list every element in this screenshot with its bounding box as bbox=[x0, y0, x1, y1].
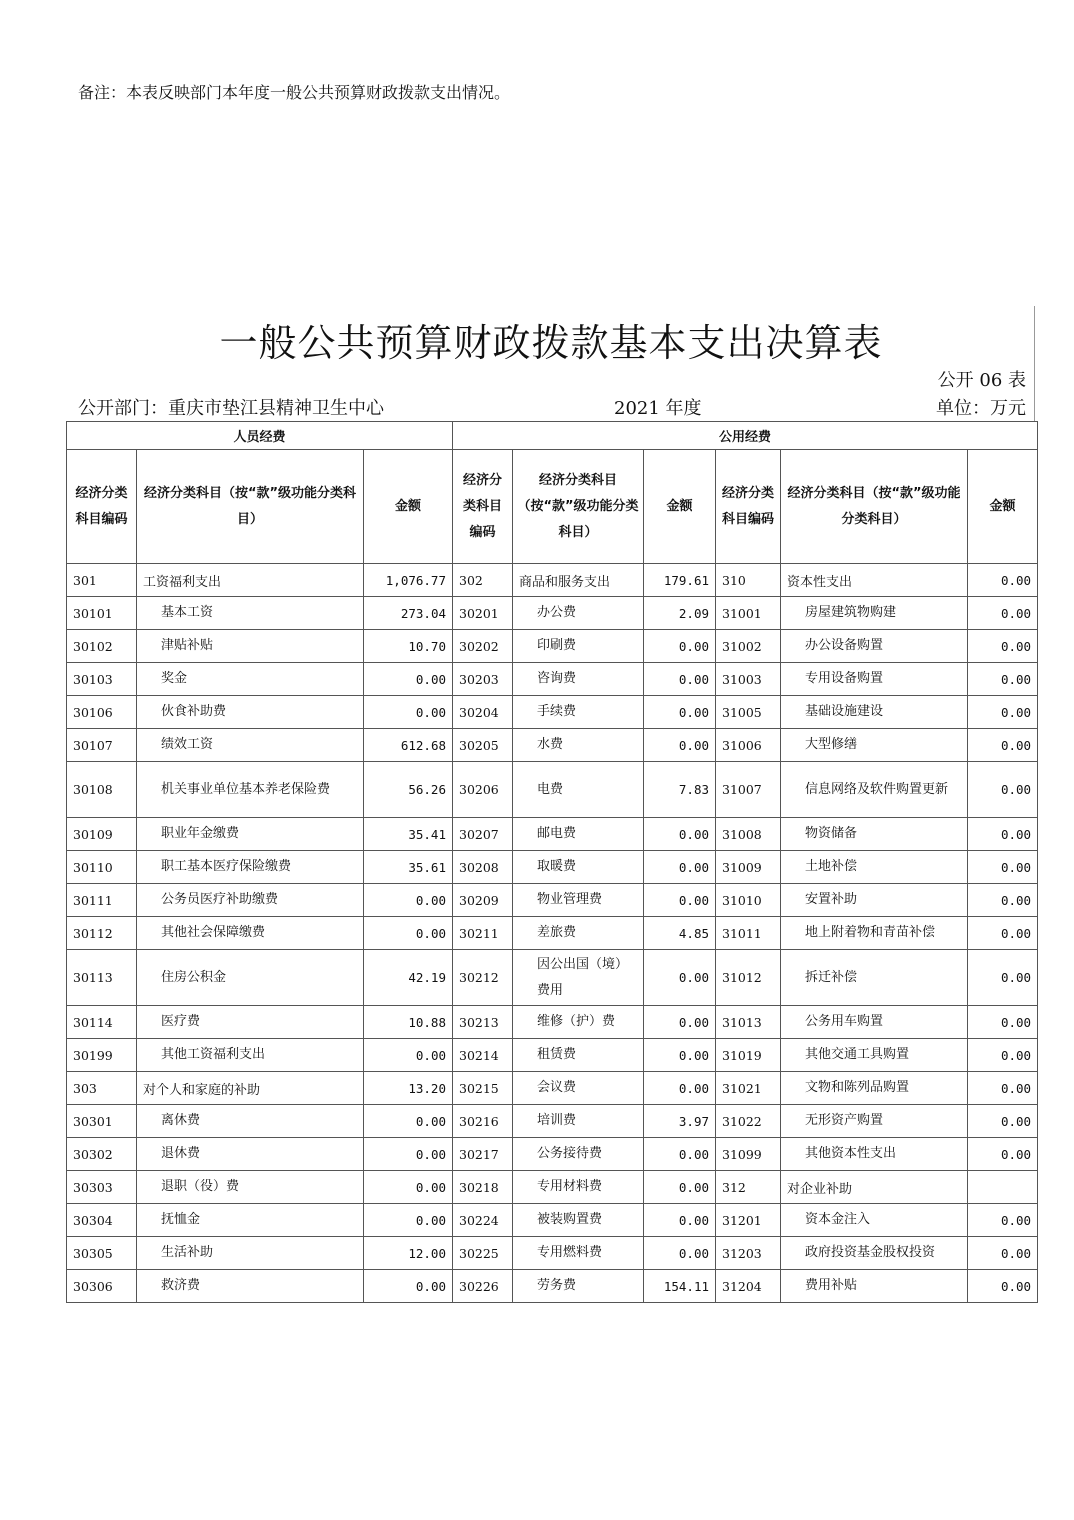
amount-cell-1: 13.20 bbox=[364, 1072, 453, 1105]
amount-cell-3: 0.00 bbox=[968, 884, 1038, 917]
code-cell-3: 31021 bbox=[716, 1072, 781, 1105]
group-header-row bbox=[67, 422, 1038, 450]
amount-cell-3: 0.00 bbox=[968, 950, 1038, 1006]
code-cell-2: 30225 bbox=[453, 1237, 513, 1270]
header-code-1: 经济分类科目编码 bbox=[67, 450, 137, 564]
code-cell-3: 31013 bbox=[716, 1006, 781, 1039]
name-cell-2: 办公费 bbox=[513, 597, 644, 630]
table-row bbox=[67, 884, 1038, 917]
amount-cell-2: 0.00 bbox=[644, 729, 716, 762]
code-cell-2: 30213 bbox=[453, 1006, 513, 1039]
code-cell-1: 30303 bbox=[67, 1171, 137, 1204]
name-cell-3: 政府投资基金股权投资 bbox=[781, 1237, 968, 1270]
header-name-2: 经济分类科目（按“款”级功能分类科目） bbox=[513, 450, 644, 564]
amount-cell-1: 0.00 bbox=[364, 1105, 453, 1138]
amount-cell-2: 0.00 bbox=[644, 1072, 716, 1105]
amount-cell-2: 0.00 bbox=[644, 1237, 716, 1270]
name-cell-3: 拆迁补偿 bbox=[781, 950, 968, 1006]
name-cell-2: 邮电费 bbox=[513, 818, 644, 851]
table-row bbox=[67, 1270, 1038, 1303]
code-cell-1: 30113 bbox=[67, 950, 137, 1006]
amount-cell-1: 0.00 bbox=[364, 696, 453, 729]
amount-cell-2: 179.61 bbox=[644, 564, 716, 597]
code-cell-2: 30207 bbox=[453, 818, 513, 851]
code-cell-1: 30304 bbox=[67, 1204, 137, 1237]
name-cell-3: 大型修缮 bbox=[781, 729, 968, 762]
code-cell-2: 30218 bbox=[453, 1171, 513, 1204]
name-cell-3: 物资储备 bbox=[781, 818, 968, 851]
amount-cell-3: 0.00 bbox=[968, 1237, 1038, 1270]
amount-cell-1: 56.26 bbox=[364, 762, 453, 818]
amount-cell-2: 0.00 bbox=[644, 950, 716, 1006]
code-cell-3: 31010 bbox=[716, 884, 781, 917]
name-cell-1: 职工基本医疗保险缴费 bbox=[137, 851, 364, 884]
amount-cell-3: 0.00 bbox=[968, 729, 1038, 762]
group-personnel: 人员经费 bbox=[67, 422, 453, 450]
amount-cell-1: 35.41 bbox=[364, 818, 453, 851]
header-amount-2: 金额 bbox=[644, 450, 716, 564]
name-cell-3: 其他交通工具购置 bbox=[781, 1039, 968, 1072]
table-row bbox=[67, 630, 1038, 663]
name-cell-2: 会议费 bbox=[513, 1072, 644, 1105]
amount-cell-3: 0.00 bbox=[968, 851, 1038, 884]
amount-cell-1: 0.00 bbox=[364, 663, 453, 696]
code-cell-1: 30106 bbox=[67, 696, 137, 729]
amount-cell-1: 0.00 bbox=[364, 1138, 453, 1171]
name-cell-3: 其他资本性支出 bbox=[781, 1138, 968, 1171]
name-cell-3: 费用补贴 bbox=[781, 1270, 968, 1303]
amount-cell-1: 0.00 bbox=[364, 1204, 453, 1237]
amount-cell-3: 0.00 bbox=[968, 663, 1038, 696]
name-cell-3: 安置补助 bbox=[781, 884, 968, 917]
header-name-1: 经济分类科目（按“款”级功能分类科目） bbox=[137, 450, 364, 564]
code-cell-3: 31007 bbox=[716, 762, 781, 818]
name-cell-2: 培训费 bbox=[513, 1105, 644, 1138]
amount-cell-3: 0.00 bbox=[968, 630, 1038, 663]
code-cell-1: 30110 bbox=[67, 851, 137, 884]
name-cell-3: 资本性支出 bbox=[781, 564, 968, 597]
table-row bbox=[67, 1072, 1038, 1105]
header-code-2: 经济分类科目编码 bbox=[453, 450, 513, 564]
code-cell-2: 30208 bbox=[453, 851, 513, 884]
name-cell-1: 其他工资福利支出 bbox=[137, 1039, 364, 1072]
header-amount-3: 金额 bbox=[968, 450, 1038, 564]
name-cell-1: 津贴补贴 bbox=[137, 630, 364, 663]
amount-cell-2: 0.00 bbox=[644, 1138, 716, 1171]
amount-cell-2: 2.09 bbox=[644, 597, 716, 630]
column-header-row bbox=[67, 450, 1038, 564]
code-cell-2: 30224 bbox=[453, 1204, 513, 1237]
amount-cell-1: 10.88 bbox=[364, 1006, 453, 1039]
name-cell-1: 绩效工资 bbox=[137, 729, 364, 762]
name-cell-1: 生活补助 bbox=[137, 1237, 364, 1270]
name-cell-2: 印刷费 bbox=[513, 630, 644, 663]
name-cell-2: 维修（护）费 bbox=[513, 1006, 644, 1039]
amount-cell-2: 0.00 bbox=[644, 630, 716, 663]
name-cell-3: 土地补偿 bbox=[781, 851, 968, 884]
code-cell-3: 31201 bbox=[716, 1204, 781, 1237]
amount-cell-3: 0.00 bbox=[968, 1105, 1038, 1138]
name-cell-2: 差旅费 bbox=[513, 917, 644, 950]
amount-cell-2: 0.00 bbox=[644, 696, 716, 729]
name-cell-1: 退休费 bbox=[137, 1138, 364, 1171]
name-cell-2: 商品和服务支出 bbox=[513, 564, 644, 597]
table-row bbox=[67, 564, 1038, 597]
amount-cell-3: 0.00 bbox=[968, 1270, 1038, 1303]
name-cell-1: 机关事业单位基本养老保险费 bbox=[137, 762, 364, 818]
code-cell-1: 30305 bbox=[67, 1237, 137, 1270]
amount-cell-2: 0.00 bbox=[644, 1039, 716, 1072]
code-cell-1: 30111 bbox=[67, 884, 137, 917]
code-cell-3: 312 bbox=[716, 1171, 781, 1204]
department-label: 公开部门：重庆市垫江县精神卫生中心 bbox=[78, 398, 384, 419]
table-row bbox=[67, 950, 1038, 1006]
table-row bbox=[67, 851, 1038, 884]
code-cell-1: 30306 bbox=[67, 1270, 137, 1303]
amount-cell-3: 0.00 bbox=[968, 1072, 1038, 1105]
code-cell-1: 30108 bbox=[67, 762, 137, 818]
name-cell-1: 住房公积金 bbox=[137, 950, 364, 1006]
name-cell-1: 伙食补助费 bbox=[137, 696, 364, 729]
name-cell-2: 电费 bbox=[513, 762, 644, 818]
header-name-3: 经济分类科目（按“款”级功能分类科目） bbox=[781, 450, 968, 564]
code-cell-3: 31012 bbox=[716, 950, 781, 1006]
page-title: 一般公共预算财政拨款基本支出决算表 bbox=[219, 321, 883, 365]
code-cell-1: 30199 bbox=[67, 1039, 137, 1072]
amount-cell-2: 154.11 bbox=[644, 1270, 716, 1303]
code-cell-2: 30201 bbox=[453, 597, 513, 630]
table-row bbox=[67, 762, 1038, 818]
name-cell-2: 咨询费 bbox=[513, 663, 644, 696]
code-cell-3: 31006 bbox=[716, 729, 781, 762]
name-cell-1: 对个人和家庭的补助 bbox=[137, 1072, 364, 1105]
name-cell-2: 被装购置费 bbox=[513, 1204, 644, 1237]
name-cell-2: 租赁费 bbox=[513, 1039, 644, 1072]
code-cell-1: 30301 bbox=[67, 1105, 137, 1138]
code-cell-1: 301 bbox=[67, 564, 137, 597]
amount-cell-2: 0.00 bbox=[644, 818, 716, 851]
code-cell-3: 31099 bbox=[716, 1138, 781, 1171]
code-cell-2: 30216 bbox=[453, 1105, 513, 1138]
name-cell-1: 救济费 bbox=[137, 1270, 364, 1303]
code-cell-3: 31011 bbox=[716, 917, 781, 950]
name-cell-1: 其他社会保障缴费 bbox=[137, 917, 364, 950]
amount-cell-3: 0.00 bbox=[968, 818, 1038, 851]
amount-cell-1: 273.04 bbox=[364, 597, 453, 630]
name-cell-1: 离休费 bbox=[137, 1105, 364, 1138]
table-row bbox=[67, 1237, 1038, 1270]
name-cell-1: 职业年金缴费 bbox=[137, 818, 364, 851]
amount-cell-1: 12.00 bbox=[364, 1237, 453, 1270]
amount-cell-1: 42.19 bbox=[364, 950, 453, 1006]
name-cell-2: 专用燃料费 bbox=[513, 1237, 644, 1270]
name-cell-3: 对企业补助 bbox=[781, 1171, 968, 1204]
name-cell-3: 基础设施建设 bbox=[781, 696, 968, 729]
amount-cell-1: 0.00 bbox=[364, 884, 453, 917]
amount-cell-2: 0.00 bbox=[644, 1204, 716, 1237]
code-cell-3: 31009 bbox=[716, 851, 781, 884]
code-cell-1: 30107 bbox=[67, 729, 137, 762]
expenditure-table bbox=[66, 421, 1038, 1303]
meta-line bbox=[78, 394, 1026, 420]
name-cell-1: 公务员医疗补助缴费 bbox=[137, 884, 364, 917]
header-code-3: 经济分类科目编码 bbox=[716, 450, 781, 564]
amount-cell-3 bbox=[968, 1171, 1038, 1204]
amount-cell-1: 0.00 bbox=[364, 917, 453, 950]
fiscal-year: 2021 年度 bbox=[614, 398, 702, 419]
name-cell-3: 文物和陈列品购置 bbox=[781, 1072, 968, 1105]
code-cell-2: 30209 bbox=[453, 884, 513, 917]
table-row bbox=[67, 917, 1038, 950]
code-cell-3: 31005 bbox=[716, 696, 781, 729]
amount-cell-3: 0.00 bbox=[968, 1138, 1038, 1171]
amount-cell-3: 0.00 bbox=[968, 917, 1038, 950]
code-cell-1: 30103 bbox=[67, 663, 137, 696]
code-cell-2: 30215 bbox=[453, 1072, 513, 1105]
name-cell-2: 劳务费 bbox=[513, 1270, 644, 1303]
unit-label: 单位：万元 bbox=[936, 398, 1026, 419]
code-cell-3: 31003 bbox=[716, 663, 781, 696]
amount-cell-2: 0.00 bbox=[644, 1006, 716, 1039]
amount-cell-3: 0.00 bbox=[968, 1204, 1038, 1237]
amount-cell-1: 0.00 bbox=[364, 1039, 453, 1072]
code-cell-2: 30226 bbox=[453, 1270, 513, 1303]
name-cell-3: 信息网络及软件购置更新 bbox=[781, 762, 968, 818]
code-cell-2: 30206 bbox=[453, 762, 513, 818]
amount-cell-2: 0.00 bbox=[644, 884, 716, 917]
name-cell-2: 公务接待费 bbox=[513, 1138, 644, 1171]
table-row bbox=[67, 1204, 1038, 1237]
table-row bbox=[67, 1171, 1038, 1204]
table-row bbox=[67, 729, 1038, 762]
name-cell-2: 因公出国（境）费用 bbox=[513, 950, 644, 1006]
amount-cell-3: 0.00 bbox=[968, 597, 1038, 630]
code-cell-3: 31203 bbox=[716, 1237, 781, 1270]
name-cell-1: 奖金 bbox=[137, 663, 364, 696]
code-cell-1: 30102 bbox=[67, 630, 137, 663]
code-cell-2: 30202 bbox=[453, 630, 513, 663]
amount-cell-2: 3.97 bbox=[644, 1105, 716, 1138]
code-cell-3: 31008 bbox=[716, 818, 781, 851]
amount-cell-2: 0.00 bbox=[644, 1171, 716, 1204]
name-cell-3: 公务用车购置 bbox=[781, 1006, 968, 1039]
code-cell-2: 30211 bbox=[453, 917, 513, 950]
code-cell-3: 31002 bbox=[716, 630, 781, 663]
code-cell-2: 30205 bbox=[453, 729, 513, 762]
table-body bbox=[67, 422, 1038, 1303]
name-cell-3: 资本金注入 bbox=[781, 1204, 968, 1237]
name-cell-1: 抚恤金 bbox=[137, 1204, 364, 1237]
amount-cell-1: 612.68 bbox=[364, 729, 453, 762]
amount-cell-1: 35.61 bbox=[364, 851, 453, 884]
name-cell-2: 取暖费 bbox=[513, 851, 644, 884]
code-cell-1: 30114 bbox=[67, 1006, 137, 1039]
code-cell-1: 30112 bbox=[67, 917, 137, 950]
code-cell-1: 30109 bbox=[67, 818, 137, 851]
form-number: 公开 06 表 bbox=[937, 370, 1026, 391]
code-cell-1: 303 bbox=[67, 1072, 137, 1105]
code-cell-3: 31204 bbox=[716, 1270, 781, 1303]
remark-note: 备注：本表反映部门本年度一般公共预算财政拨款支出情况。 bbox=[78, 83, 511, 102]
name-cell-2: 专用材料费 bbox=[513, 1171, 644, 1204]
amount-cell-3: 0.00 bbox=[968, 564, 1038, 597]
table-row bbox=[67, 1039, 1038, 1072]
code-cell-3: 31001 bbox=[716, 597, 781, 630]
table-row bbox=[67, 597, 1038, 630]
name-cell-1: 基本工资 bbox=[137, 597, 364, 630]
name-cell-3: 房屋建筑物购建 bbox=[781, 597, 968, 630]
name-cell-2: 手续费 bbox=[513, 696, 644, 729]
table-row bbox=[67, 1105, 1038, 1138]
name-cell-1: 工资福利支出 bbox=[137, 564, 364, 597]
amount-cell-2: 0.00 bbox=[644, 663, 716, 696]
amount-cell-2: 0.00 bbox=[644, 851, 716, 884]
amount-cell-1: 1,076.77 bbox=[364, 564, 453, 597]
table-row bbox=[67, 663, 1038, 696]
name-cell-3: 专用设备购置 bbox=[781, 663, 968, 696]
name-cell-1: 医疗费 bbox=[137, 1006, 364, 1039]
code-cell-2: 302 bbox=[453, 564, 513, 597]
amount-cell-3: 0.00 bbox=[968, 1006, 1038, 1039]
name-cell-3: 无形资产购置 bbox=[781, 1105, 968, 1138]
amount-cell-2: 4.85 bbox=[644, 917, 716, 950]
amount-cell-1: 0.00 bbox=[364, 1171, 453, 1204]
code-cell-3: 31019 bbox=[716, 1039, 781, 1072]
name-cell-2: 水费 bbox=[513, 729, 644, 762]
code-cell-2: 30212 bbox=[453, 950, 513, 1006]
header-amount-1: 金额 bbox=[364, 450, 453, 564]
table-row bbox=[67, 696, 1038, 729]
table-row bbox=[67, 1006, 1038, 1039]
amount-cell-2: 7.83 bbox=[644, 762, 716, 818]
amount-cell-3: 0.00 bbox=[968, 762, 1038, 818]
name-cell-3: 办公设备购置 bbox=[781, 630, 968, 663]
code-cell-2: 30204 bbox=[453, 696, 513, 729]
table-row bbox=[67, 1138, 1038, 1171]
name-cell-2: 物业管理费 bbox=[513, 884, 644, 917]
amount-cell-3: 0.00 bbox=[968, 696, 1038, 729]
code-cell-1: 30302 bbox=[67, 1138, 137, 1171]
amount-cell-1: 0.00 bbox=[364, 1270, 453, 1303]
code-cell-3: 310 bbox=[716, 564, 781, 597]
name-cell-1: 退职（役）费 bbox=[137, 1171, 364, 1204]
code-cell-1: 30101 bbox=[67, 597, 137, 630]
amount-cell-1: 10.70 bbox=[364, 630, 453, 663]
name-cell-3: 地上附着物和青苗补偿 bbox=[781, 917, 968, 950]
amount-cell-3: 0.00 bbox=[968, 1039, 1038, 1072]
code-cell-3: 31022 bbox=[716, 1105, 781, 1138]
code-cell-2: 30203 bbox=[453, 663, 513, 696]
code-cell-2: 30217 bbox=[453, 1138, 513, 1171]
group-public: 公用经费 bbox=[453, 422, 1038, 450]
code-cell-2: 30214 bbox=[453, 1039, 513, 1072]
table-row bbox=[67, 818, 1038, 851]
